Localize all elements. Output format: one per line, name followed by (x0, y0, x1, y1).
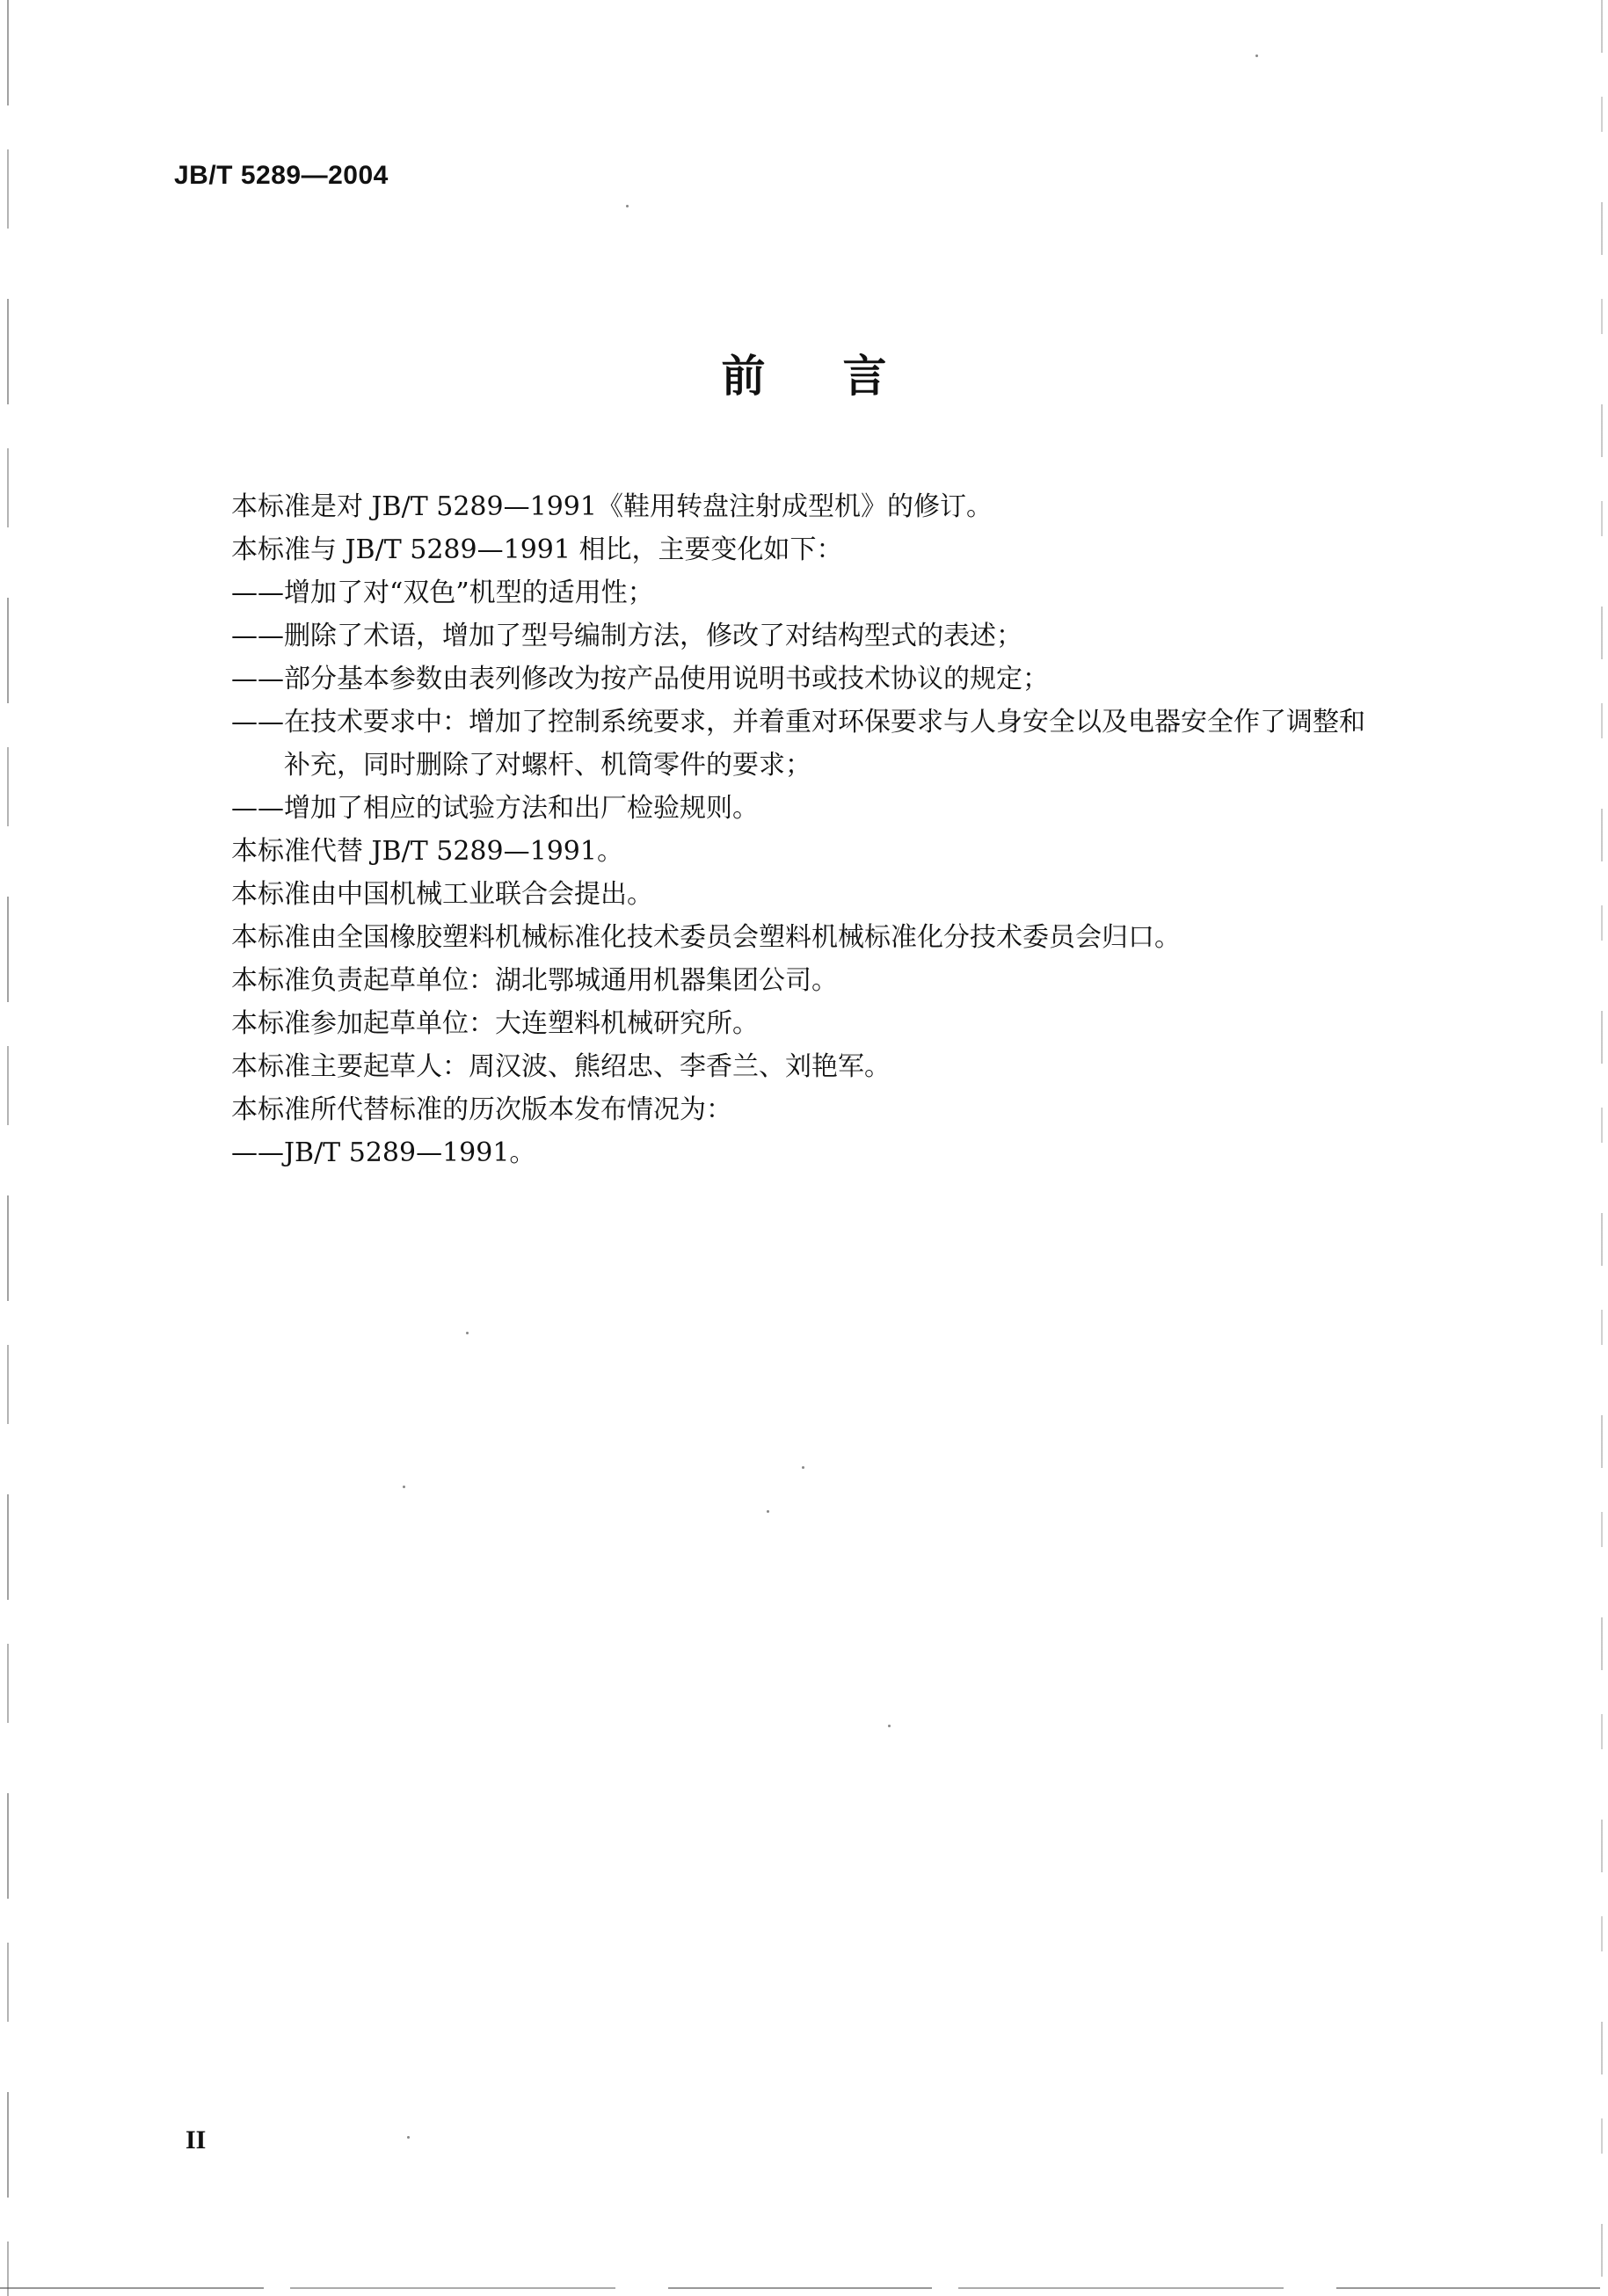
foreword-line: ——增加了对“双色”机型的适用性； (231, 578, 654, 608)
foreword-line: 本标准负责起草单位：湖北鄂城通用机器集团公司。 (231, 965, 838, 996)
scan-speck (767, 1510, 769, 1513)
page-number: II (186, 2125, 207, 2154)
title-char-1: 前 (721, 351, 766, 402)
foreword-line: ——JB/T 5289—1991。 (231, 1137, 536, 1168)
foreword-line: 补充，同时删除了对螺杆、机筒零件的要求； (284, 750, 811, 781)
scan-speck (888, 1725, 891, 1727)
scan-speck (407, 2136, 410, 2139)
foreword-line: 本标准是对 JB/T 5289—1991《鞋用转盘注射成型机》的修订。 (231, 491, 993, 522)
foreword-line: 本标准由全国橡胶塑料机械标准化技术委员会塑料机械标准化分技术委员会归口。 (231, 922, 1181, 953)
foreword-line: ——删除了术语，增加了型号编制方法，修改了对结构型式的表述； (231, 621, 1022, 651)
scan-speck (802, 1466, 804, 1469)
scan-speck (466, 1332, 469, 1334)
foreword-line: 本标准参加起草单位：大连塑料机械研究所。 (231, 1008, 759, 1039)
foreword-line: 本标准与 JB/T 5289—1991 相比，主要变化如下： (231, 534, 843, 565)
foreword-line: 本标准所代替标准的历次版本发布情况为： (231, 1094, 732, 1125)
foreword-line: 本标准主要起草人：周汉波、熊绍忠、李香兰、刘艳军。 (231, 1051, 891, 1082)
scan-speck (403, 1486, 405, 1488)
document-code: JB/T 5289—2004 (174, 161, 389, 190)
foreword-line: ——增加了相应的试验方法和出厂检验规则。 (231, 793, 759, 824)
scan-edge-bottom (0, 2287, 1608, 2289)
foreword-body (231, 485, 1462, 1174)
title-char-2: 言 (842, 351, 887, 402)
scan-speck (626, 205, 629, 207)
scan-speck (1255, 54, 1258, 57)
page-title (0, 341, 1608, 404)
foreword-line: ——部分基本参数由表列修改为按产品使用说明书或技术协议的规定； (231, 664, 1049, 694)
foreword-line: ——在技术要求中：增加了控制系统要求，并着重对环保要求与人身安全以及电器安全作了调整和 (231, 707, 1365, 737)
foreword-line: 本标准由中国机械工业联合会提出。 (231, 879, 653, 910)
foreword-line: 本标准代替 JB/T 5289—1991。 (231, 836, 623, 867)
